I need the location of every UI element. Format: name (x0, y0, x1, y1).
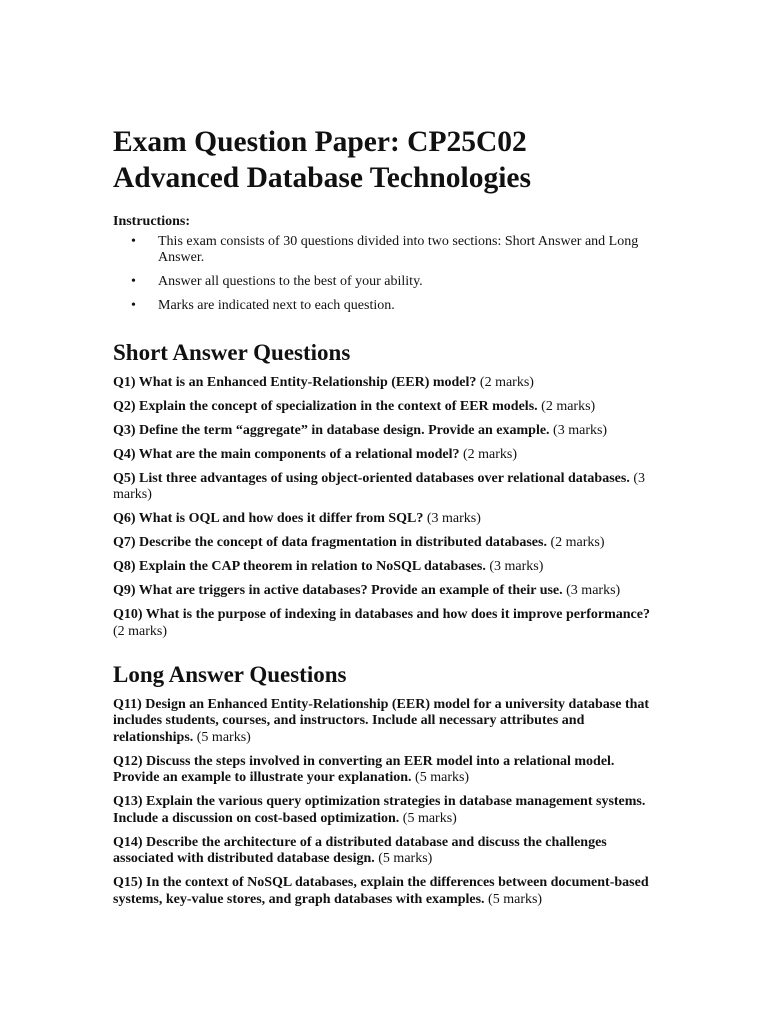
question-text: Q7) Describe the concept of data fragmentation in distributed databases. (113, 535, 547, 550)
question-marks: (2 marks) (541, 398, 596, 414)
instructions-list (113, 234, 653, 314)
question-marks: (2 marks) (479, 374, 534, 390)
question-item (113, 511, 653, 528)
instruction-text: Marks are indicated next to each question. (158, 298, 395, 313)
question-item (113, 423, 653, 440)
instruction-item (113, 274, 653, 290)
question-item (113, 607, 653, 640)
question-marks: (5 marks) (402, 810, 457, 826)
title-line-2: Advanced Database Technologies (113, 162, 531, 194)
question-item (113, 835, 653, 868)
question-item (113, 583, 653, 600)
question-item (113, 559, 653, 576)
long-answer-heading: Long Answer Questions (113, 662, 347, 687)
question-text: Q4) What are the main components of a relational model? (113, 446, 460, 462)
title-line-1: Exam Question Paper: CP25C02 (113, 126, 527, 158)
question-item (113, 875, 653, 908)
instruction-text: This exam consists of 30 questions divided into two sections: Short Answer and Long Answer. (158, 234, 639, 265)
question-text: Q9) What are triggers in active databases? Provide an example of their use. (113, 583, 563, 598)
question-marks: (3 marks) (566, 583, 621, 598)
question-item (113, 794, 653, 827)
question-marks: (3 marks) (489, 559, 544, 574)
question-item (113, 399, 653, 416)
instruction-item (113, 234, 653, 266)
question-marks: (5 marks) (378, 851, 433, 866)
page-title (113, 124, 653, 196)
question-text: Q8) Explain the CAP theorem in relation to NoSQL databases. (113, 559, 486, 574)
question-text: Q5) List three advantages of using object-oriented databases over relational databases. (113, 470, 630, 486)
question-marks: (5 marks) (415, 770, 470, 785)
question-text: Q6) What is OQL and how does it differ from SQL? (113, 511, 424, 526)
bullet-icon: • (131, 234, 136, 249)
question-marks: (2 marks) (113, 623, 168, 639)
bullet-icon: • (131, 274, 136, 289)
question-text: Q1) What is an Enhanced Entity-Relationship (EER) model? (113, 374, 477, 390)
question-text: Q3) Define the term “aggregate” in database design. Provide an example. (113, 422, 550, 438)
question-item (113, 447, 653, 464)
question-item (113, 535, 653, 552)
question-text: Q13) Explain the various query optimization strategies in database management systems. Include a discussion on cost-based optimization. (113, 794, 646, 826)
question-marks: (5 marks) (488, 891, 543, 907)
question-text: Q15) In the context of NoSQL databases, explain the differences between document-based systems, key-value stores, and graph databases with examples. (113, 875, 649, 907)
short-answer-heading: Short Answer Questions (113, 340, 351, 365)
bullet-icon: • (131, 298, 136, 313)
instruction-item (113, 298, 653, 314)
question-marks: (3 marks) (553, 422, 608, 438)
question-item (113, 754, 653, 787)
exam-document (113, 124, 653, 908)
question-marks: (2 marks) (550, 535, 605, 550)
question-text: Q11) Design an Enhanced Entity-Relationship (EER) model for a university database that includes students, courses, and instructors. Include all necessary attributes and relationships. (113, 696, 650, 745)
question-item (113, 697, 653, 747)
question-item (113, 375, 653, 392)
question-text: Q10) What is the purpose of indexing in databases and how does it improve performance? (113, 607, 650, 622)
question-text: Q14) Describe the architecture of a distributed database and discuss the challenges associated with distributed database design. (113, 834, 607, 866)
question-marks: (3 marks) (113, 470, 645, 502)
question-item (113, 471, 653, 504)
question-marks: (2 marks) (463, 446, 518, 462)
instruction-text: Answer all questions to the best of your ability. (158, 274, 423, 289)
instructions-label: Instructions: (113, 214, 191, 229)
question-marks: (5 marks) (196, 729, 251, 745)
question-marks: (3 marks) (426, 511, 481, 526)
question-text: Q12) Discuss the steps involved in converting an EER model into a relational model. Provide an example to illustrate your explanation. (113, 753, 615, 785)
question-text: Q2) Explain the concept of specialization in the context of EER models. (113, 398, 538, 414)
